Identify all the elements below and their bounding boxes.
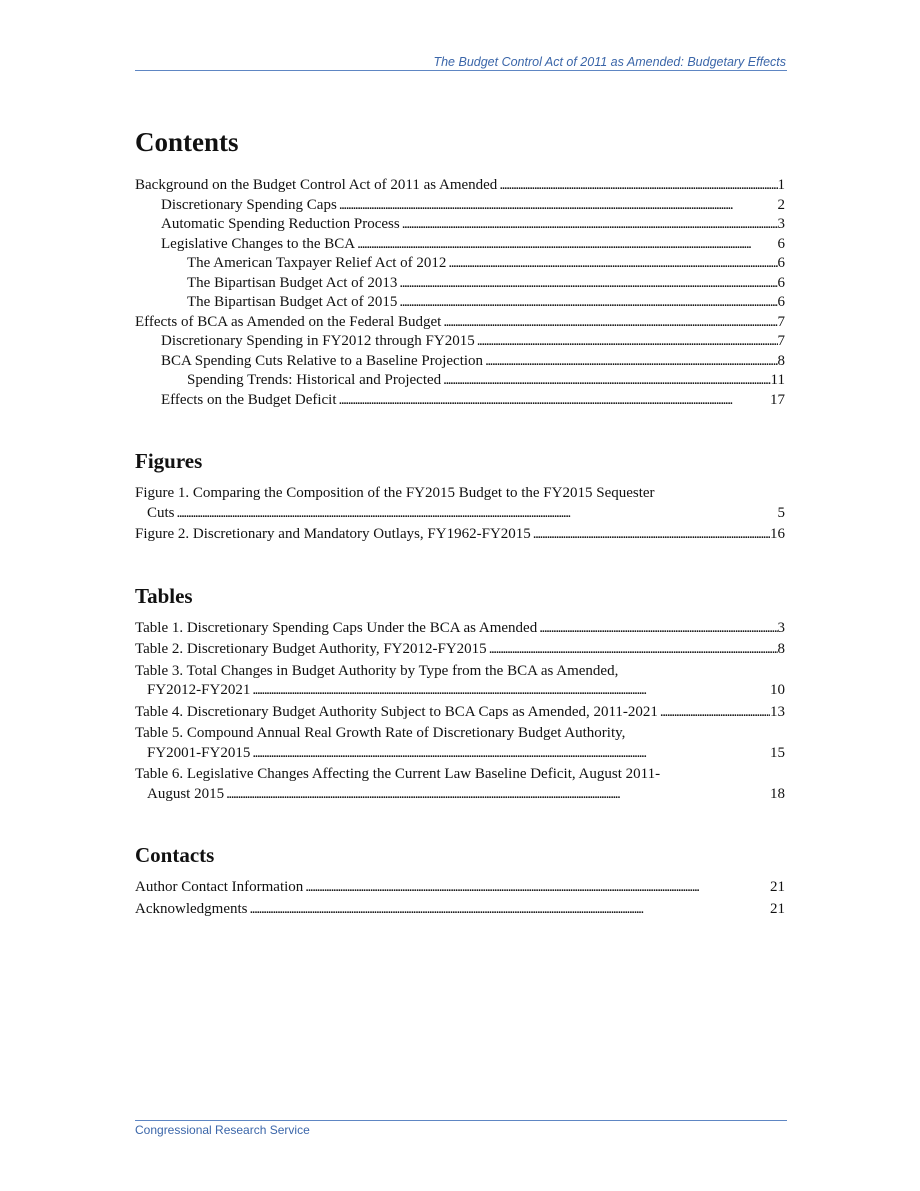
contacts-heading: Contacts (135, 843, 215, 867)
toc-entry[interactable]: Table 4. Discretionary Budget Authority Subject to BCA Caps as Amended, 2011-2021 . . . 13 (135, 703, 785, 723)
toc-entry[interactable]: Table 5. Compound Annual Real Growth Rate of Discretionary Budget Authority, FY2001-FY2015 . . . 15 (135, 724, 785, 763)
dot-leader (487, 640, 778, 660)
dot-leader (355, 235, 777, 255)
tables-section (135, 583, 785, 805)
dot-leader (400, 215, 778, 235)
toc-entry[interactable]: Discretionary Spending Caps . . . 2 (135, 196, 785, 216)
figures-heading: Figures (135, 449, 203, 473)
dot-leader (441, 371, 770, 391)
toc-entry[interactable]: Background on the Budget Control Act of 2011 as Amended . . . 1 (135, 176, 785, 196)
running-header: The Budget Control Act of 2011 as Amended: Budgetary Effects (433, 55, 786, 69)
toc-entry[interactable]: Author Contact Information . . . 21 (135, 878, 785, 898)
toc-entry[interactable]: The Bipartisan Budget Act of 2013 . . . 6 (135, 274, 785, 294)
toc-entry[interactable]: Table 1. Discretionary Spending Caps Under the BCA as Amended . . . 3 (135, 619, 785, 639)
toc-entry[interactable]: Effects of BCA as Amended on the Federal Budget . . . 7 (135, 313, 785, 333)
dot-leader (303, 878, 770, 898)
footer-rule (135, 1120, 787, 1121)
toc-entry[interactable]: The American Taxpayer Relief Act of 2012 . . . 6 (135, 254, 785, 274)
dot-leader (337, 391, 770, 411)
dot-leader (175, 504, 778, 524)
table-of-contents (135, 120, 785, 919)
dot-leader (247, 900, 770, 920)
toc-entry[interactable]: Figure 1. Comparing the Composition of the FY2015 Budget to the FY2015 Sequester Cuts . . . 5 (135, 484, 785, 523)
toc-entry[interactable]: The Bipartisan Budget Act of 2015 . . . 6 (135, 293, 785, 313)
dot-leader (483, 352, 777, 372)
dot-leader (397, 274, 777, 294)
toc-entry[interactable]: Table 2. Discretionary Budget Authority, FY2012-FY2015 . . . 8 (135, 640, 785, 660)
dot-leader (441, 313, 777, 333)
dot-leader (537, 619, 777, 639)
contents-heading: Contents (135, 127, 239, 157)
toc-entry[interactable]: Effects on the Budget Deficit . . . 17 (135, 391, 785, 411)
dot-leader (658, 703, 770, 723)
header-rule (135, 70, 787, 71)
contents-section (135, 126, 785, 410)
figures-section (135, 448, 785, 545)
toc-entry[interactable]: Table 3. Total Changes in Budget Authority by Type from the BCA as Amended, FY2012-FY2021 . . . 10 (135, 662, 785, 701)
toc-entry[interactable]: Spending Trends: Historical and Projected . . . 11 (135, 371, 785, 391)
toc-entry[interactable]: Figure 2. Discretionary and Mandatory Outlays, FY1962-FY2015 . . . 16 (135, 525, 785, 545)
toc-entry[interactable]: Discretionary Spending in FY2012 through FY2015 . . . 7 (135, 332, 785, 352)
dot-leader (250, 681, 770, 701)
dot-leader (397, 293, 777, 313)
dot-leader (446, 254, 777, 274)
dot-leader (531, 525, 770, 545)
footer-org: Congressional Research Service (135, 1123, 310, 1137)
dot-leader (497, 176, 777, 196)
toc-entry[interactable]: BCA Spending Cuts Relative to a Baseline Projection . . . 8 (135, 352, 785, 372)
toc-entry[interactable]: Legislative Changes to the BCA . . . 6 (135, 235, 785, 255)
dot-leader (250, 744, 770, 764)
toc-entry[interactable]: Acknowledgments . . . 21 (135, 900, 785, 920)
tables-heading: Tables (135, 583, 193, 608)
contacts-section (135, 842, 785, 919)
dot-leader (475, 332, 778, 352)
dot-leader (337, 196, 778, 216)
dot-leader (224, 785, 770, 805)
toc-entry[interactable]: Table 6. Legislative Changes Affecting the Current Law Baseline Deficit, August 2011- August 2015 . . . 18 (135, 765, 785, 804)
toc-entry[interactable]: Automatic Spending Reduction Process . . . 3 (135, 215, 785, 235)
